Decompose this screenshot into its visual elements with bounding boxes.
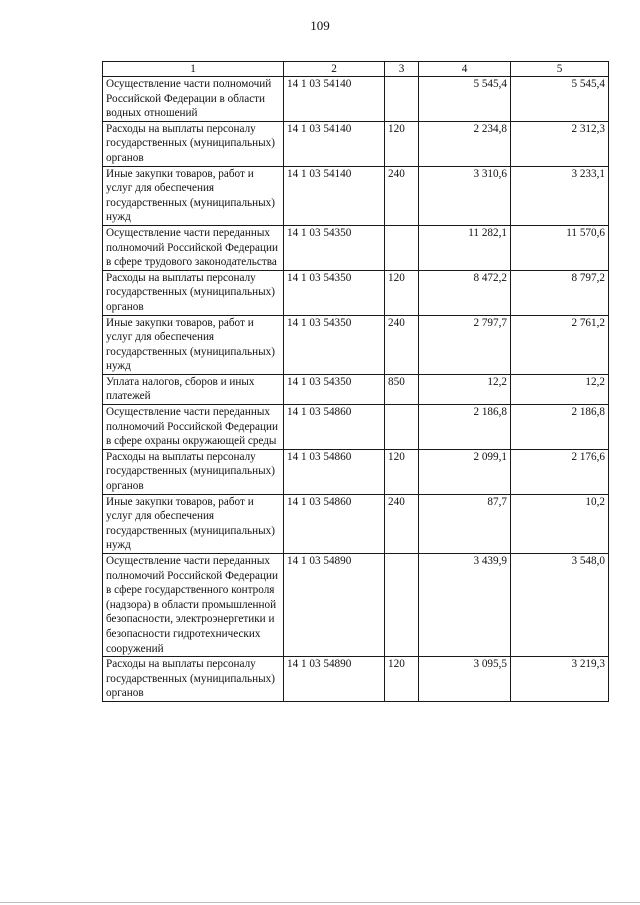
row-expense-type: 850 bbox=[385, 374, 419, 404]
row-value-5: 8 797,2 bbox=[511, 270, 609, 315]
row-value-5: 10,2 bbox=[511, 494, 609, 553]
row-value-5: 11 570,6 bbox=[511, 225, 609, 270]
table-row bbox=[103, 77, 609, 122]
row-expense-type: 120 bbox=[385, 270, 419, 315]
table-row bbox=[103, 374, 609, 404]
row-name: Уплата налогов, сборов и иных платежей bbox=[103, 374, 284, 404]
row-code: 14 1 03 54860 bbox=[284, 494, 385, 553]
row-value-4: 11 282,1 bbox=[419, 225, 511, 270]
row-code: 14 1 03 54860 bbox=[284, 405, 385, 450]
table-row bbox=[103, 494, 609, 553]
row-value-4: 3 095,5 bbox=[419, 657, 511, 702]
row-value-4: 2 797,7 bbox=[419, 315, 511, 374]
row-value-4: 3 310,6 bbox=[419, 166, 511, 225]
header-row bbox=[103, 62, 609, 77]
row-expense-type: 240 bbox=[385, 166, 419, 225]
row-code: 14 1 03 54890 bbox=[284, 657, 385, 702]
row-value-5: 3 219,3 bbox=[511, 657, 609, 702]
row-code: 14 1 03 54350 bbox=[284, 374, 385, 404]
row-value-4: 87,7 bbox=[419, 494, 511, 553]
row-value-5: 2 186,8 bbox=[511, 405, 609, 450]
row-code: 14 1 03 54350 bbox=[284, 315, 385, 374]
row-name: Расходы на выплаты персоналу государственных (муниципальных) органов bbox=[103, 657, 284, 702]
row-value-5: 2 312,3 bbox=[511, 121, 609, 166]
table-row bbox=[103, 166, 609, 225]
row-name: Осуществление части переданных полномочий Российской Федерации в сфере охраны окружающей среды bbox=[103, 405, 284, 450]
column-header-2: 2 bbox=[284, 62, 385, 77]
row-code: 14 1 03 54350 bbox=[284, 225, 385, 270]
row-name: Иные закупки товаров, работ и услуг для обеспечения государственных (муниципальных) нужд bbox=[103, 315, 284, 374]
column-header-4: 4 bbox=[419, 62, 511, 77]
row-name: Иные закупки товаров, работ и услуг для обеспечения государственных (муниципальных) нужд bbox=[103, 494, 284, 553]
row-expense-type bbox=[385, 225, 419, 270]
row-value-4: 2 099,1 bbox=[419, 449, 511, 494]
table-row bbox=[103, 315, 609, 374]
row-name: Осуществление части полномочий Российской Федерации в области водных отношений bbox=[103, 77, 284, 122]
page-bottom-edge bbox=[0, 902, 640, 903]
row-name: Осуществление части переданных полномочий Российской Федерации в сфере государственного контроля (надзора) в области промышленной безопасности, электроэнергетики и безопасности гидротехнических сооружений bbox=[103, 554, 284, 657]
row-name: Расходы на выплаты персоналу государственных (муниципальных) органов bbox=[103, 121, 284, 166]
table-row bbox=[103, 270, 609, 315]
table-row bbox=[103, 554, 609, 657]
row-code: 14 1 03 54140 bbox=[284, 121, 385, 166]
row-expense-type bbox=[385, 554, 419, 657]
row-value-5: 5 545,4 bbox=[511, 77, 609, 122]
column-header-5: 5 bbox=[511, 62, 609, 77]
row-value-5: 3 548,0 bbox=[511, 554, 609, 657]
page-number: 109 bbox=[310, 18, 330, 33]
row-expense-type: 240 bbox=[385, 494, 419, 553]
row-expense-type: 120 bbox=[385, 657, 419, 702]
row-code: 14 1 03 54860 bbox=[284, 449, 385, 494]
row-value-5: 2 761,2 bbox=[511, 315, 609, 374]
row-name: Иные закупки товаров, работ и услуг для обеспечения государственных (муниципальных) нужд bbox=[103, 166, 284, 225]
row-code: 14 1 03 54140 bbox=[284, 166, 385, 225]
row-value-4: 2 186,8 bbox=[419, 405, 511, 450]
budget-table bbox=[102, 61, 609, 702]
row-expense-type: 120 bbox=[385, 449, 419, 494]
table-row bbox=[103, 657, 609, 702]
row-expense-type bbox=[385, 77, 419, 122]
row-name: Расходы на выплаты персоналу государственных (муниципальных) органов bbox=[103, 270, 284, 315]
row-value-4: 12,2 bbox=[419, 374, 511, 404]
row-code: 14 1 03 54890 bbox=[284, 554, 385, 657]
row-value-4: 2 234,8 bbox=[419, 121, 511, 166]
row-name: Расходы на выплаты персоналу государственных (муниципальных) органов bbox=[103, 449, 284, 494]
row-value-4: 3 439,9 bbox=[419, 554, 511, 657]
table-row bbox=[103, 121, 609, 166]
column-header-3: 3 bbox=[385, 62, 419, 77]
row-expense-type: 240 bbox=[385, 315, 419, 374]
column-header-1: 1 bbox=[103, 62, 284, 77]
table-row bbox=[103, 449, 609, 494]
row-expense-type bbox=[385, 405, 419, 450]
table-row bbox=[103, 405, 609, 450]
row-value-4: 8 472,2 bbox=[419, 270, 511, 315]
row-code: 14 1 03 54140 bbox=[284, 77, 385, 122]
row-value-4: 5 545,4 bbox=[419, 77, 511, 122]
row-expense-type: 120 bbox=[385, 121, 419, 166]
row-value-5: 2 176,6 bbox=[511, 449, 609, 494]
row-value-5: 12,2 bbox=[511, 374, 609, 404]
row-name: Осуществление части переданных полномочий Российской Федерации в сфере трудового законодательства bbox=[103, 225, 284, 270]
row-value-5: 3 233,1 bbox=[511, 166, 609, 225]
table-row bbox=[103, 225, 609, 270]
row-code: 14 1 03 54350 bbox=[284, 270, 385, 315]
